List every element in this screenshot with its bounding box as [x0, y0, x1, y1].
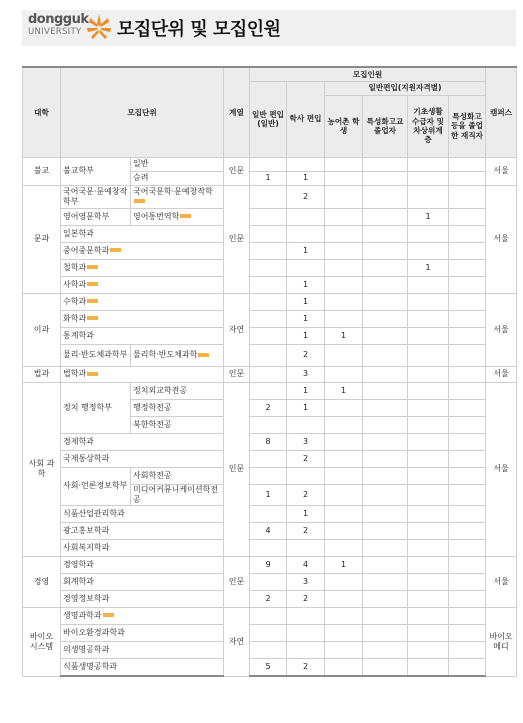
bachelor-count: 2 [287, 484, 325, 505]
subunit-cell: 영어통번역학 [131, 208, 224, 225]
bachelor-count: 1 [287, 242, 325, 259]
unit-cell: 국어국문·문예창작학부 [61, 185, 131, 208]
field-cell: 인문 [224, 366, 250, 382]
unit-cell: 사학과 [61, 276, 224, 293]
unit-cell: 사회·언론정보학부 [61, 467, 131, 505]
page-header [22, 10, 516, 46]
campus-cell: 서울 [486, 293, 517, 366]
general-count: 5 [250, 658, 287, 676]
unit-cell: 국제통상학과 [61, 450, 224, 467]
unit-cell: 광고홍보학과 [61, 522, 224, 539]
subunit-cell: 물리학·반도체과학 [131, 344, 224, 366]
header-field: 계열 [224, 67, 250, 157]
unit-cell: 물리·반도체과학부 [61, 344, 131, 366]
subunit-cell: 정치외교학전공 [131, 382, 224, 399]
new-badge-icon [110, 248, 121, 252]
header-bachelor-transfer: 학사 편입 [287, 81, 325, 157]
general-count: 8 [250, 433, 287, 450]
bachelor-count: 4 [287, 556, 325, 573]
new-badge-icon [87, 265, 98, 269]
unit-cell: 경영학과 [61, 556, 224, 573]
unit-cell: 화학과 [61, 310, 224, 327]
bachelor-count: 3 [287, 366, 325, 382]
field-cell: 인문 [224, 556, 250, 607]
unit-cell: 불교학부 [61, 157, 131, 185]
campus-cell: 서울 [486, 556, 517, 607]
header-general-group: 일반편입(지원자격별) [325, 81, 486, 95]
general-count: 1 [250, 171, 287, 185]
new-badge-icon [87, 282, 98, 286]
basic-living-count: 1 [408, 208, 449, 225]
bachelor-count: 2 [287, 185, 325, 208]
general-count: 2 [250, 590, 287, 607]
logo-wordmark: dongguk [28, 12, 89, 27]
campus-cell: 서울 [486, 185, 517, 293]
page-title: 모집단위 및 모집인원 [117, 19, 281, 40]
bachelor-count: 1 [287, 293, 325, 310]
new-badge-icon [134, 199, 145, 203]
general-count: 1 [250, 484, 287, 505]
unit-cell: 의생명공학과 [61, 641, 224, 658]
unit-cell: 경영정보학과 [61, 590, 224, 607]
bachelor-count: 3 [287, 573, 325, 590]
unit-cell: 경제학과 [61, 433, 224, 450]
bachelor-count: 1 [287, 327, 325, 344]
subunit-cell: 일반 [131, 157, 224, 171]
general-count: 9 [250, 556, 287, 573]
campus-cell: 바이오 메디 [486, 607, 517, 676]
unit-cell: 회계학과 [61, 573, 224, 590]
campus-cell: 서울 [486, 157, 517, 185]
new-badge-icon [180, 214, 191, 218]
header-general-transfer: 일반 편입 (일반) [250, 81, 287, 157]
bachelor-count: 1 [287, 310, 325, 327]
subunit-cell: 사회학전공 [131, 467, 224, 484]
unit-cell: 영어영문학부 [61, 208, 131, 225]
subunit-cell: 북한학전공 [131, 416, 224, 433]
unit-cell: 식품산업관리학과 [61, 505, 224, 522]
bachelor-count: 2 [287, 658, 325, 676]
header-special-hs-work: 특성화고 등을 졸업한 재직자 [449, 95, 486, 157]
admission-quota-table [22, 66, 517, 677]
bachelor-count: 1 [287, 382, 325, 399]
bachelor-count: 2 [287, 522, 325, 539]
new-badge-icon [87, 372, 98, 376]
unit-cell: 생명과학과 [61, 607, 224, 624]
general-count: 4 [250, 522, 287, 539]
unit-cell: 법학과 [61, 366, 224, 382]
header-quota: 모집인원 [250, 67, 486, 81]
basic-living-count: 1 [408, 259, 449, 276]
unit-cell: 중어중문학과 [61, 242, 224, 259]
field-cell: 자연 [224, 607, 250, 676]
field-cell: 자연 [224, 293, 250, 366]
unit-cell: 철학과 [61, 259, 224, 276]
college-cell: 법과 [23, 366, 61, 382]
college-cell: 바이오 시스템 [23, 607, 61, 676]
field-cell: 인문 [224, 185, 250, 293]
field-cell: 인문 [224, 382, 250, 556]
college-cell: 경영 [23, 556, 61, 607]
unit-cell: 사회복지학과 [61, 539, 224, 556]
header-unit: 모집단위 [61, 67, 224, 157]
bachelor-count: 1 [287, 399, 325, 416]
farm-count: 1 [325, 556, 363, 573]
dongguk-logo [28, 12, 98, 42]
farm-count: 1 [325, 327, 363, 344]
college-cell: 불교 [23, 157, 61, 185]
new-badge-icon [198, 353, 209, 357]
farm-count: 1 [325, 382, 363, 399]
field-cell: 인문 [224, 157, 250, 185]
bachelor-count: 1 [287, 276, 325, 293]
subunit-cell: 국어국문학·문예창작학 [131, 185, 224, 208]
bachelor-count: 3 [287, 433, 325, 450]
header-basic-living: 기초생활 수급자 및 차상위계층 [408, 95, 449, 157]
unit-cell: 수학과 [61, 293, 224, 310]
unit-cell: 바이오환경과학과 [61, 624, 224, 641]
bachelor-count: 2 [287, 450, 325, 467]
unit-cell: 일본학과 [61, 225, 224, 242]
unit-cell: 통계학과 [61, 327, 224, 344]
lotus-logo-icon [86, 11, 112, 41]
campus-cell: 서울 [486, 366, 517, 382]
bachelor-count: 2 [287, 590, 325, 607]
campus-cell: 서울 [486, 382, 517, 556]
subunit-cell: 행정학전공 [131, 399, 224, 416]
unit-cell: 정치 행정학부 [61, 382, 131, 433]
subunit-cell: 승려 [131, 171, 224, 185]
header-college: 대학 [23, 67, 61, 157]
unit-cell: 식품생명공학과 [61, 658, 224, 676]
subunit-cell: 미디어커뮤니케이션학전공 [131, 484, 224, 505]
header-special-hs: 특성화고교 졸업자 [363, 95, 408, 157]
header-farm: 농어촌 학생 [325, 95, 363, 157]
logo-subtext: UNIVERSITY [28, 27, 82, 37]
general-count: 2 [250, 399, 287, 416]
bachelor-count: 2 [287, 344, 325, 366]
college-cell: 사회 과학 [23, 382, 61, 556]
college-cell: 이과 [23, 293, 61, 366]
bachelor-count: 1 [287, 505, 325, 522]
header-campus: 캠퍼스 [486, 67, 517, 157]
new-badge-icon [87, 316, 98, 320]
new-badge-icon [103, 613, 114, 617]
new-badge-icon [87, 299, 98, 303]
college-cell: 문과 [23, 185, 61, 293]
bachelor-count: 1 [287, 171, 325, 185]
